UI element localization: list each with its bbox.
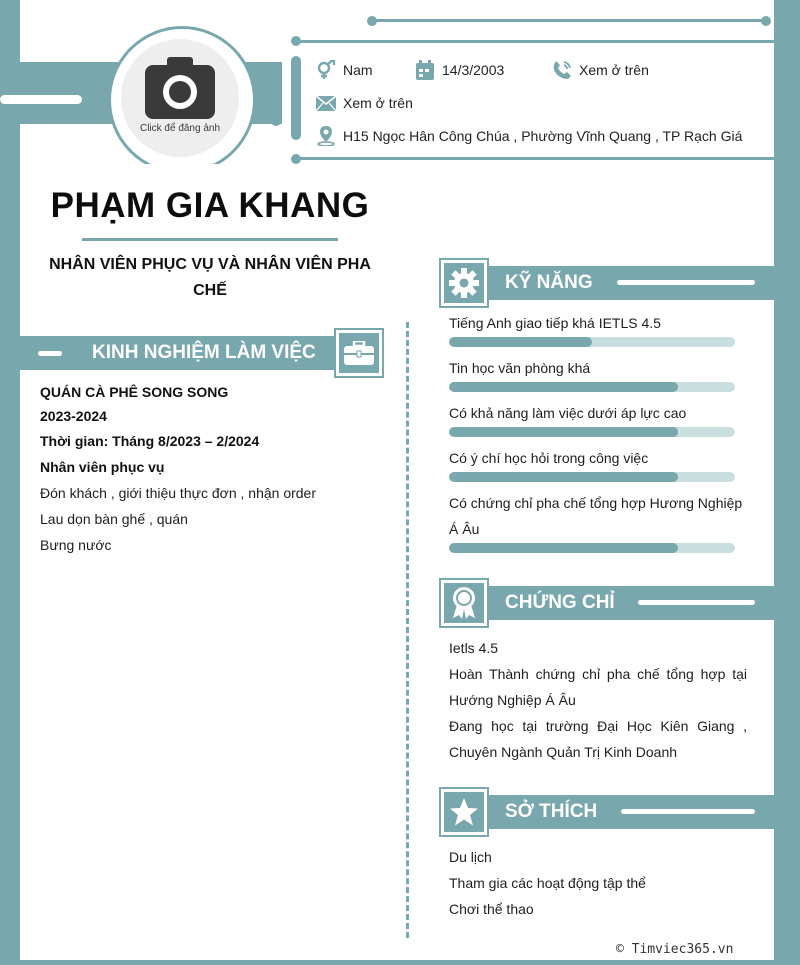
name-underline xyxy=(82,238,338,241)
job-title: NHÂN VIÊN PHỤC VỤ VÀ NHÂN VIÊN PHA CHẾ xyxy=(49,256,371,299)
gender-icon xyxy=(315,60,337,80)
birthday-value: 14/3/2003 xyxy=(442,62,505,78)
skill-bar-fill xyxy=(449,543,678,553)
frame-right-border xyxy=(774,0,800,965)
certificate-item: Đang học tại trường Đại Học Kiên Giang , Chuyên Ngành Quản Trị Kinh Doanh xyxy=(449,718,747,760)
certificates-heading: CHỨNG CHỈ xyxy=(505,592,615,613)
column-divider xyxy=(406,322,409,938)
hobbies-icon-box xyxy=(441,789,487,835)
award-icon xyxy=(451,587,477,619)
contact-rule-dot xyxy=(291,36,301,46)
contact-rule-top xyxy=(296,40,774,43)
skill-bar xyxy=(449,472,735,482)
location-icon xyxy=(315,126,337,146)
experience-period: Thời gian: Tháng 8/2023 – 2/2024 xyxy=(40,433,260,449)
skill-bar-fill xyxy=(449,382,678,392)
avatar-ring-gap xyxy=(100,164,270,184)
skill-bar-fill xyxy=(449,472,678,482)
avatar-caption: Click để đăng ảnh xyxy=(139,123,221,134)
contact-vbar xyxy=(291,56,301,140)
skill-bar xyxy=(449,337,735,347)
calendar-icon xyxy=(414,60,436,80)
phone-icon xyxy=(551,60,573,80)
certificates-icon-box xyxy=(441,580,487,626)
frame-left-border xyxy=(0,0,20,965)
hobbies-heading: SỞ THÍCH xyxy=(505,801,598,822)
skill-bar xyxy=(449,382,735,392)
contact-birthday xyxy=(414,60,504,80)
header-vbar xyxy=(271,68,281,126)
skill-label: Có chứng chỉ pha chế tổng hợp Hương Nghiệp Á Âu xyxy=(449,495,743,537)
experience-duty: Bưng nước xyxy=(40,537,112,553)
skills-icon-box xyxy=(441,260,487,306)
certificates-header-line xyxy=(638,600,755,605)
skill-bar-fill xyxy=(449,427,678,437)
contact-gender xyxy=(315,60,373,80)
experience-icon-box xyxy=(336,330,382,376)
hobbies-header-line xyxy=(621,809,755,814)
experience-duty: Lau dọn bàn ghế , quán xyxy=(40,511,188,527)
skills-header-line xyxy=(617,280,755,285)
hobby-item: Du lịch xyxy=(449,849,492,865)
contact-address xyxy=(315,126,742,146)
contact-rule-bottom xyxy=(296,157,774,160)
experience-header-line xyxy=(38,351,62,356)
contact-phone xyxy=(551,60,649,80)
email-value: Xem ở trên xyxy=(343,95,413,111)
experience-position: Nhân viên phục vụ xyxy=(40,459,165,475)
hobby-item: Tham gia các hoạt động tập thể xyxy=(449,875,646,891)
skill-label: Tin học văn phòng khá xyxy=(449,360,591,376)
skill-bar xyxy=(449,427,735,437)
candidate-name: PHẠM GIA KHANG xyxy=(50,186,370,225)
avatar-upload[interactable] xyxy=(121,39,239,157)
frame-bottom-border xyxy=(0,960,800,965)
skills-heading: KỸ NĂNG xyxy=(505,272,593,293)
camera-icon xyxy=(145,57,215,119)
contact-email xyxy=(315,93,413,113)
phone-value: Xem ở trên xyxy=(579,62,649,78)
email-icon xyxy=(315,93,337,113)
skill-label: Có khả năng làm việc dưới áp lực cao xyxy=(449,405,687,421)
experience-company: QUÁN CÀ PHÊ SONG SONG xyxy=(40,384,229,400)
contact-rule-dot xyxy=(291,154,301,164)
header-band-line xyxy=(0,95,82,104)
experience-duty: Đón khách , giới thiệu thực đơn , nhận order xyxy=(40,485,317,501)
watermark-footer: © Timviec365.vn xyxy=(616,942,734,957)
top-rule-dot xyxy=(761,16,771,26)
certificate-item: Ietls 4.5 xyxy=(449,640,499,656)
experience-years: 2023-2024 xyxy=(40,408,107,424)
certificate-item: Hoàn Thành chứng chỉ pha chế tổng hợp tại Hướng Nghiệp Á Âu xyxy=(449,666,747,708)
briefcase-icon xyxy=(344,341,374,365)
gear-icon xyxy=(449,268,479,298)
experience-heading: KINH NGHIỆM LÀM VIỆC xyxy=(92,342,316,363)
skill-label: Tiếng Anh giao tiếp khá IETLS 4.5 xyxy=(449,315,661,331)
hobby-item: Chơi thể thao xyxy=(449,901,534,917)
skill-label: Có ý chí học hỏi trong công việc xyxy=(449,450,649,466)
top-rule xyxy=(372,19,766,22)
star-icon xyxy=(449,797,479,827)
address-value: H15 Ngọc Hân Công Chúa , Phường Vĩnh Quang , TP Rạch Giá xyxy=(343,128,743,144)
top-rule-dot xyxy=(367,16,377,26)
skill-bar-fill xyxy=(449,337,592,347)
skill-bar xyxy=(449,543,735,553)
gender-value: Nam xyxy=(343,62,373,78)
